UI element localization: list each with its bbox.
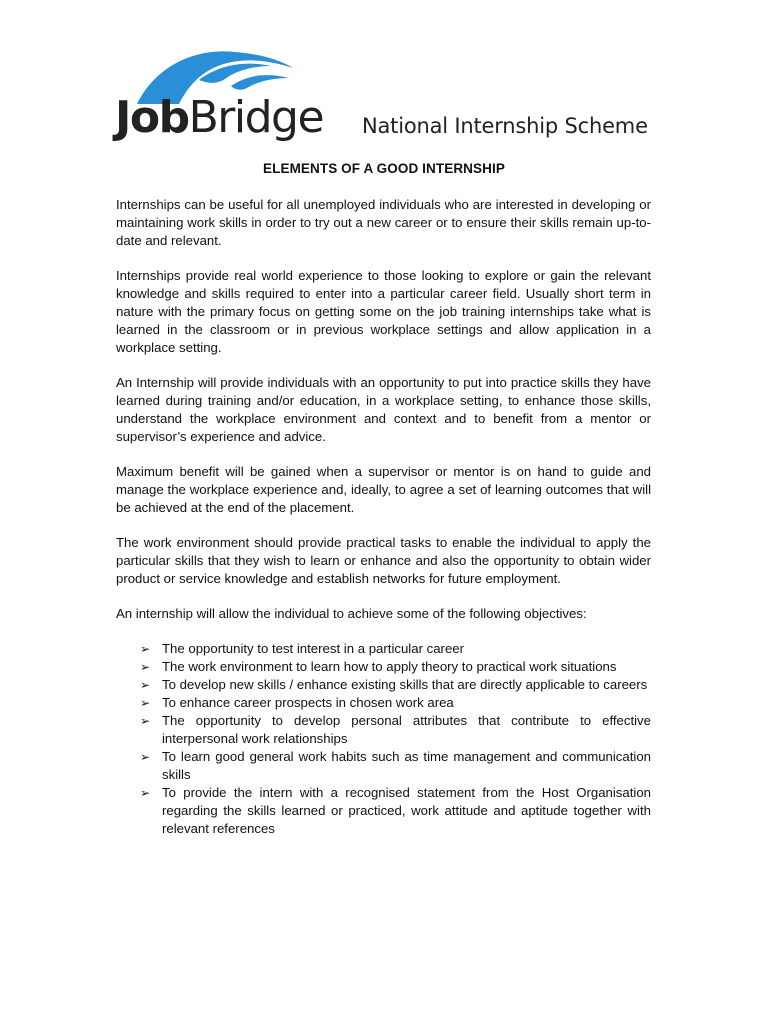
logo-text-job: Job	[115, 92, 189, 143]
list-item	[140, 712, 651, 748]
paragraph: Internships can be useful for all unemployed individuals who are interested in developing or maintaining work skills in order to try out a new career or to ensure their skills remain up-to-date and relevant.	[116, 197, 651, 248]
scheme-title: National Internship Scheme	[362, 114, 648, 138]
list-item	[140, 676, 651, 694]
objective-text: To provide the intern with a recognised statement from the Host Organisation regarding the skills learned or practiced, work attitude and aptitude together with relevant references	[162, 785, 651, 836]
list-item	[140, 658, 651, 676]
paragraph: An Internship will provide individuals with an opportunity to put into practice skills they have learned during training and/or education, in a workplace setting, to enhance those skills, understand the workplace environment and context and to benefit from a mentor or supervisor’s experience and advice.	[116, 375, 651, 444]
objective-text: The opportunity to test interest in a particular career	[162, 641, 464, 656]
arrowhead-bullet-icon: ➢	[140, 696, 151, 710]
jobbridge-logo	[115, 46, 340, 151]
list-item	[140, 640, 651, 658]
paragraph: Maximum benefit will be gained when a supervisor or mentor is on hand to guide and manage the workplace experience and, ideally, to agree a set of learning outcomes that will be achieved at the end of the placement.	[116, 464, 651, 515]
objective-text: The opportunity to develop personal attributes that contribute to effective interpersonal work relationships	[162, 713, 651, 746]
objectives-list	[116, 640, 651, 838]
objective-text: To learn good general work habits such as time management and communication skills	[162, 749, 651, 782]
arrowhead-bullet-icon: ➢	[140, 678, 151, 692]
objective-text: To enhance career prospects in chosen work area	[162, 695, 454, 710]
list-item	[140, 748, 651, 784]
arrowhead-bullet-icon: ➢	[140, 750, 151, 764]
list-item	[140, 784, 651, 838]
arrowhead-bullet-icon: ➢	[140, 642, 151, 656]
arrowhead-bullet-icon: ➢	[140, 786, 151, 800]
objectives-intro: An internship will allow the individual to achieve some of the following objectives:	[116, 606, 587, 621]
objective-text: To develop new skills / enhance existing skills that are directly applicable to careers	[162, 677, 648, 692]
objective-text: The work environment to learn how to apply theory to practical work situations	[162, 659, 617, 674]
paragraph: The work environment should provide practical tasks to enable the individual to apply the particular skills that they wish to learn or enhance and also the opportunity to obtain wider product or service knowledge and establish networks for future employment.	[116, 535, 651, 586]
paragraph: Internships provide real world experience to those looking to explore or gain the relevant knowledge and skills required to enter into a particular career field. Usually short term in nature with the primary focus on getting some on the job training internships take what is learned in the classroom or in previous workplace settings and allow application in a workplace setting.	[116, 268, 651, 355]
list-item	[140, 694, 651, 712]
logo-wordmark	[115, 92, 324, 143]
arrowhead-bullet-icon: ➢	[140, 660, 151, 674]
document-title: ELEMENTS OF A GOOD INTERNSHIP	[263, 161, 505, 176]
logo-text-bridge: Bridge	[188, 92, 324, 143]
document-body	[116, 196, 651, 838]
arrowhead-bullet-icon: ➢	[140, 714, 151, 728]
